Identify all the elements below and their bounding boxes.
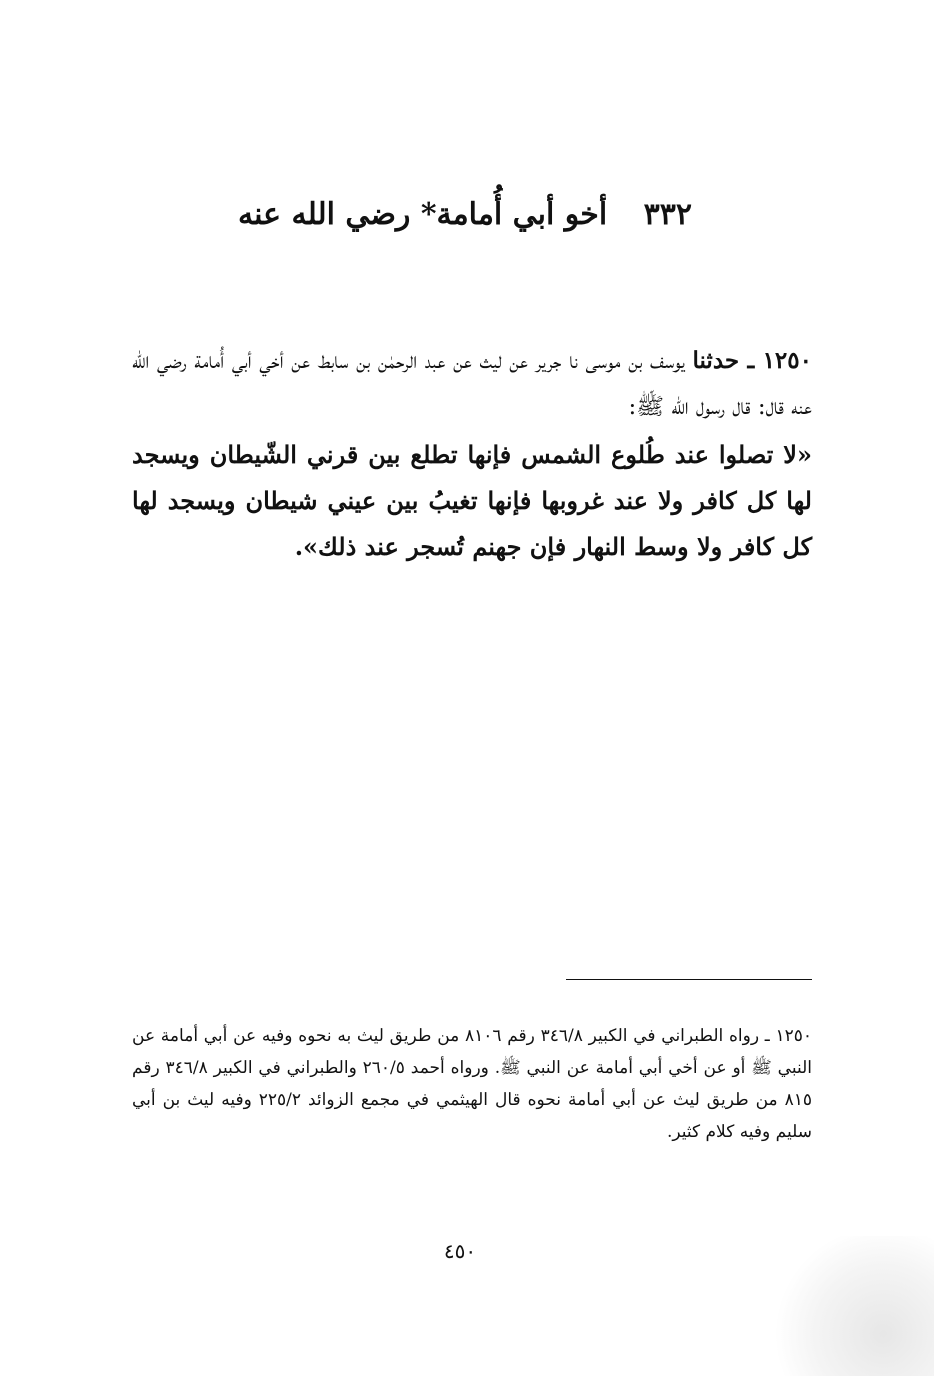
footnote-text: ١٢٥٠ ـ رواه الطبراني في الكبير ٣٤٦/٨ رقم ٨١٠٦ من طريق ليث به نحوه وفيه عن أبي أمامة عن النبي ﷺ أو عن أخي أبي أمامة عن النبي ﷺ. ورواه أحمد ٢٦٠/٥ والطبراني في الكبير ٣٤٦/٨ رقم ٨١٥ من طريق ليث عن أبي أمامة نحوه قال الهيثمي في مجمع الزوائد ٢٢٥/٢ وفيه ليث بن أبي سليم وفيه كلام كثير. (132, 1026, 812, 1142)
hadith-isnad: يوسف بن موسى نا جرير عن ليث عن عبد الرحمٰن بن سابط عن أخي أبي أُمامة رضي الله عنه قال: قال رسول الله ﷺ: (132, 348, 812, 420)
page-number: ٤٥٠ (443, 1239, 477, 1263)
hadith-block (132, 338, 812, 570)
hadith-number-lead: ١٢٥٠ ـ حدثنا (692, 347, 812, 374)
hadith-isnad-line (132, 338, 812, 430)
footnote-separator (566, 979, 812, 980)
hadith-matn: «لا تصلوا عند طُلوع الشمس فإنها تطلع بين قرني الشّيطان ويسجد لها كل كافر ولا عند غروبها فإنها تغيبُ بين عيني شيطان ويسجد لها كل كافر ولا وسط النهار فإن جهنم تُسجر عند ذلك». (132, 440, 812, 561)
footnote (132, 1020, 812, 1148)
chapter-number: ٣٣٢ (643, 197, 692, 232)
chapter-heading (120, 190, 810, 240)
chapter-title: أخو أبي أُمامة* رضي الله عنه (238, 197, 608, 232)
scan-artifact (764, 1236, 934, 1376)
